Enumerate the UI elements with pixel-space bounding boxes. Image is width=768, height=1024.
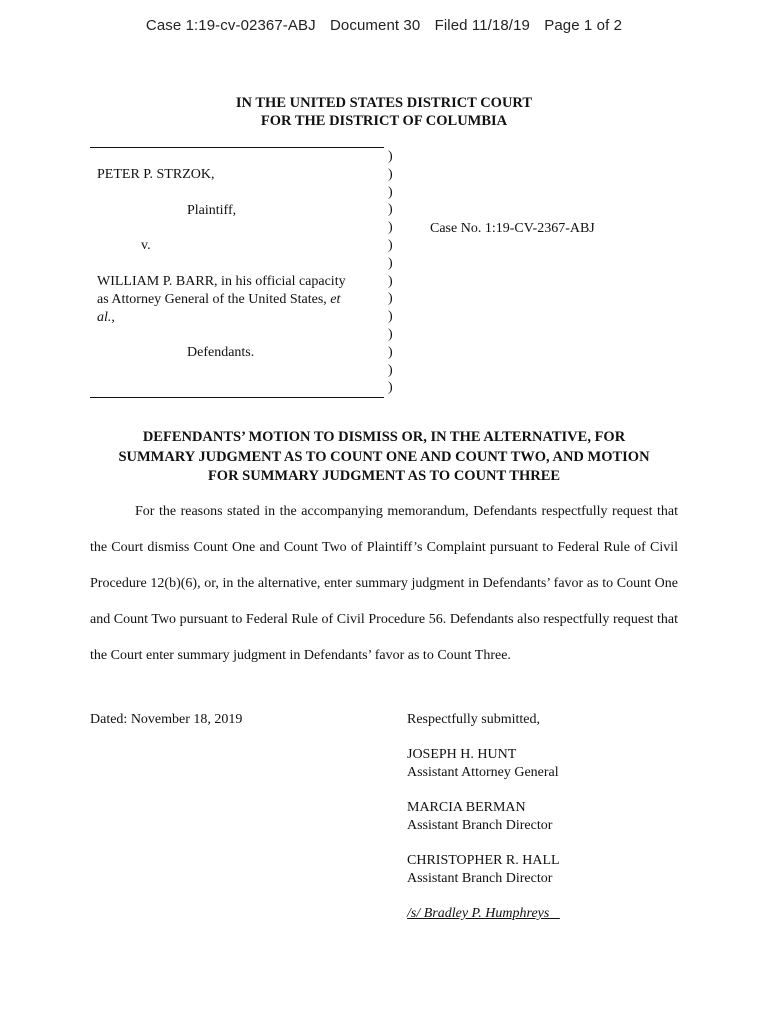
caption-parenthesis: )	[388, 184, 393, 200]
signer-title: Assistant Branch Director	[407, 871, 553, 886]
defendant-line-1: WILLIAM P. BARR, in his official capacity	[97, 274, 346, 289]
motion-body-paragraph: For the reasons stated in the accompanying memorandum, Defendants respectfully request that the Court dismiss Count One and Count Two of Plaintiff’s Complaint pursuant to Federal Rule of Civil Procedure 12(b)(6), or, in the alternative, enter summary judgment in Defendants’ favor as to Count One and Count Two pursuant to Federal Rule of Civil Procedure 56. Defendants also respectfully request that the Court enter summary judgment in Defendants’ favor as to Count Three.	[90, 504, 678, 663]
motion-title-line-2: SUMMARY JUDGMENT AS TO COUNT ONE AND COUNT TWO, AND MOTION	[118, 448, 650, 465]
caption-parenthesis: )	[388, 202, 393, 218]
defendant-line-3: al.,	[97, 310, 115, 325]
motion-title-line-3: FOR SUMMARY JUDGMENT AS TO COUNT THREE	[207, 468, 561, 484]
caption-parenthesis: )	[388, 255, 393, 271]
signer-entry	[407, 746, 707, 782]
defendant-line-2: as Attorney General of the United States, et	[97, 292, 341, 307]
defendant-name	[97, 273, 382, 327]
caption-bottom-rule	[90, 397, 384, 398]
caption-parenthesis: )	[388, 166, 393, 182]
motion-title	[60, 428, 708, 487]
plaintiff-role: Plaintiff,	[187, 203, 237, 218]
caption-top-rule	[90, 147, 384, 148]
caption-parenthesis: )	[388, 362, 393, 378]
caption-parenthesis: )	[388, 380, 393, 396]
signer-entry	[407, 799, 707, 835]
caption-parenthesis: )	[388, 273, 393, 289]
defendant-role: Defendants.	[187, 345, 255, 360]
caption-parenthesis: )	[388, 149, 393, 164]
caption-parenthesis: )	[388, 326, 393, 342]
caption-parenthesis: )	[388, 344, 393, 360]
stamp-case-number: Case 1:19-cv-02367-ABJ	[145, 17, 316, 34]
stamp-filed-date: Filed 11/18/19	[434, 17, 530, 34]
signer-name: JOSEPH H. HUNT	[407, 747, 517, 762]
court-district: FOR THE DISTRICT OF COLUMBIA	[260, 113, 508, 129]
caption-parenthesis: )	[388, 291, 393, 307]
signer-entry	[407, 852, 707, 888]
motion-title-line-1: DEFENDANTS’ MOTION TO DISMISS OR, IN THE ALTERNATIVE, FOR	[142, 429, 626, 445]
caption-parenthesis: )	[388, 309, 393, 325]
motion-body	[90, 494, 678, 674]
signer-title: Assistant Attorney General	[407, 765, 559, 780]
stamp-page-number: Page 1 of 2	[544, 17, 623, 34]
filing-stamp	[0, 17, 768, 34]
signer-name: CHRISTOPHER R. HALL	[407, 853, 560, 868]
caption-parenthesis: )	[388, 237, 393, 253]
caption-parenthesis: )	[388, 220, 393, 236]
signer-title: Assistant Branch Director	[407, 818, 553, 833]
court-name: IN THE UNITED STATES DISTRICT COURT	[235, 95, 533, 111]
court-heading	[0, 94, 768, 130]
signer-name: MARCIA BERMAN	[407, 800, 526, 815]
caption-parenthesis-column	[388, 148, 400, 397]
case-number: Case No. 1:19-CV-2367-ABJ	[430, 221, 595, 236]
signature-block	[407, 711, 707, 923]
electronic-signature: /s/ Bradley P. Humphreys	[407, 906, 550, 921]
plaintiff-name: PETER P. STRZOK,	[97, 167, 215, 182]
versus-label: v.	[141, 238, 151, 253]
respectfully-submitted: Respectfully submitted,	[407, 712, 540, 727]
dated-line: Dated: November 18, 2019	[90, 712, 243, 727]
stamp-document-number: Document 30	[329, 17, 421, 34]
